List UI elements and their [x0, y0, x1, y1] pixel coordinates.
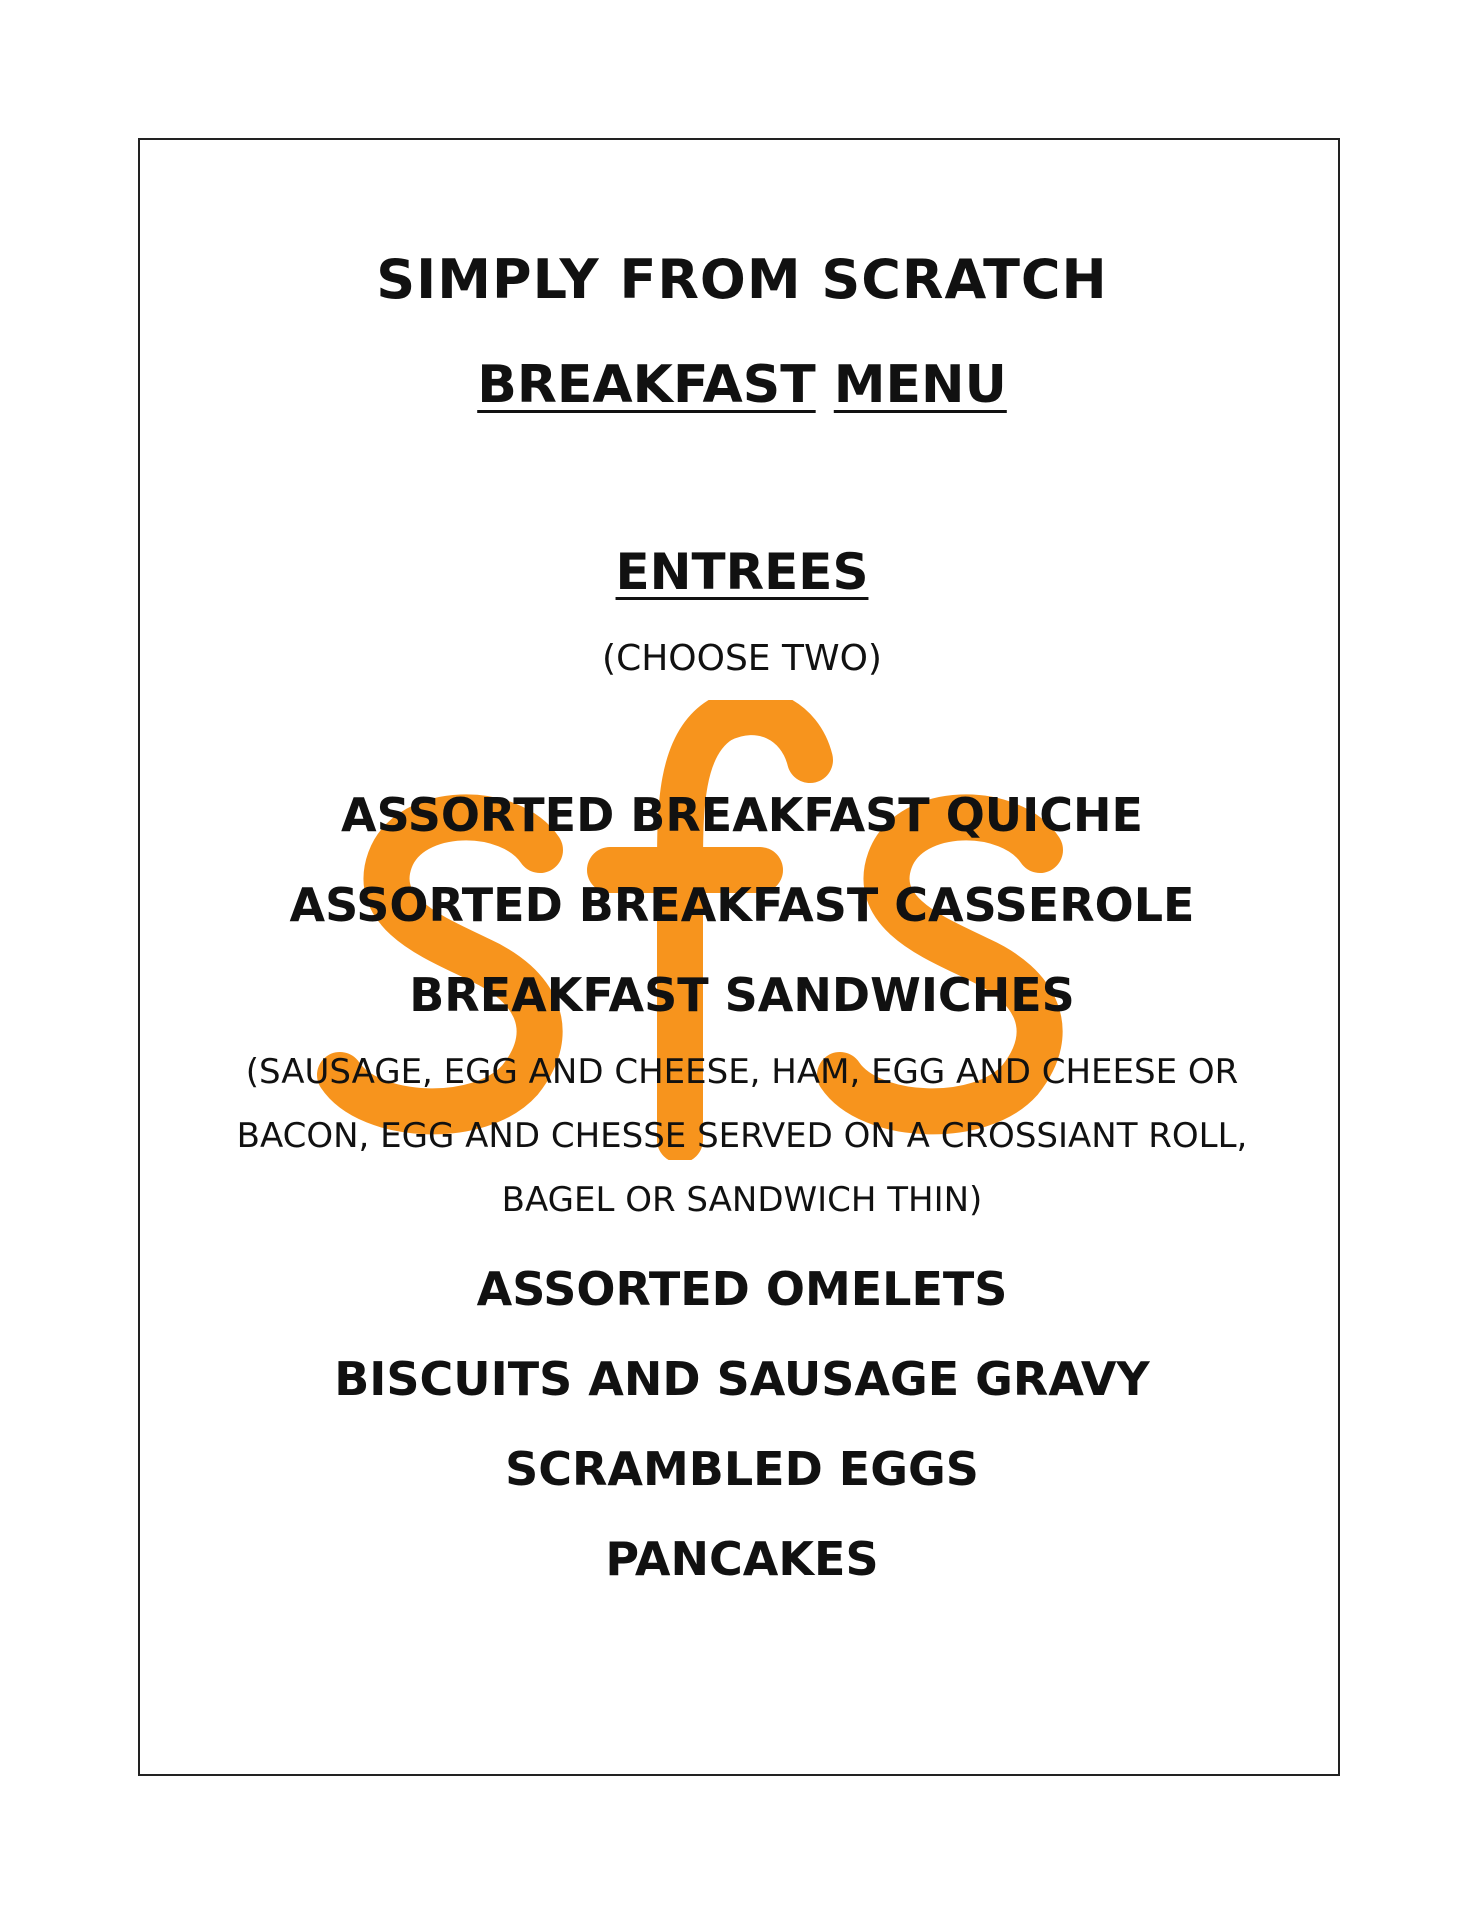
- menu-item: BISCUITS AND SAUSAGE GRAVY: [334, 1352, 1150, 1406]
- item-description-line: BAGEL OR SANDWICH THIN): [501, 1180, 983, 1220]
- menu-item: ASSORTED OMELETS: [476, 1262, 1008, 1316]
- subtitle-breakfast: BREAKFAST: [477, 355, 816, 415]
- choose-note: (CHOOSE TWO): [602, 638, 882, 679]
- menu-item: PANCAKES: [605, 1532, 879, 1586]
- menu-item: SCRAMBLED EGGS: [505, 1442, 979, 1496]
- section-heading-entrees: ENTREES: [615, 543, 869, 601]
- menu-item: ASSORTED BREAKFAST QUICHE: [341, 788, 1143, 842]
- menu-subtitle: [0, 355, 1484, 415]
- item-description-line: (SAUSAGE, EGG AND CHEESE, HAM, EGG AND CHEESE OR: [245, 1052, 1239, 1092]
- subtitle-menu: MENU: [833, 355, 1007, 415]
- menu-item: ASSORTED BREAKFAST CASSEROLE: [289, 878, 1195, 932]
- menu-title: SIMPLY FROM SCRATCH: [376, 248, 1108, 311]
- item-description-line: BACON, EGG AND CHESSE SERVED ON A CROSSIANT ROLL,: [236, 1116, 1248, 1156]
- menu-item: BREAKFAST SANDWICHES: [409, 968, 1075, 1022]
